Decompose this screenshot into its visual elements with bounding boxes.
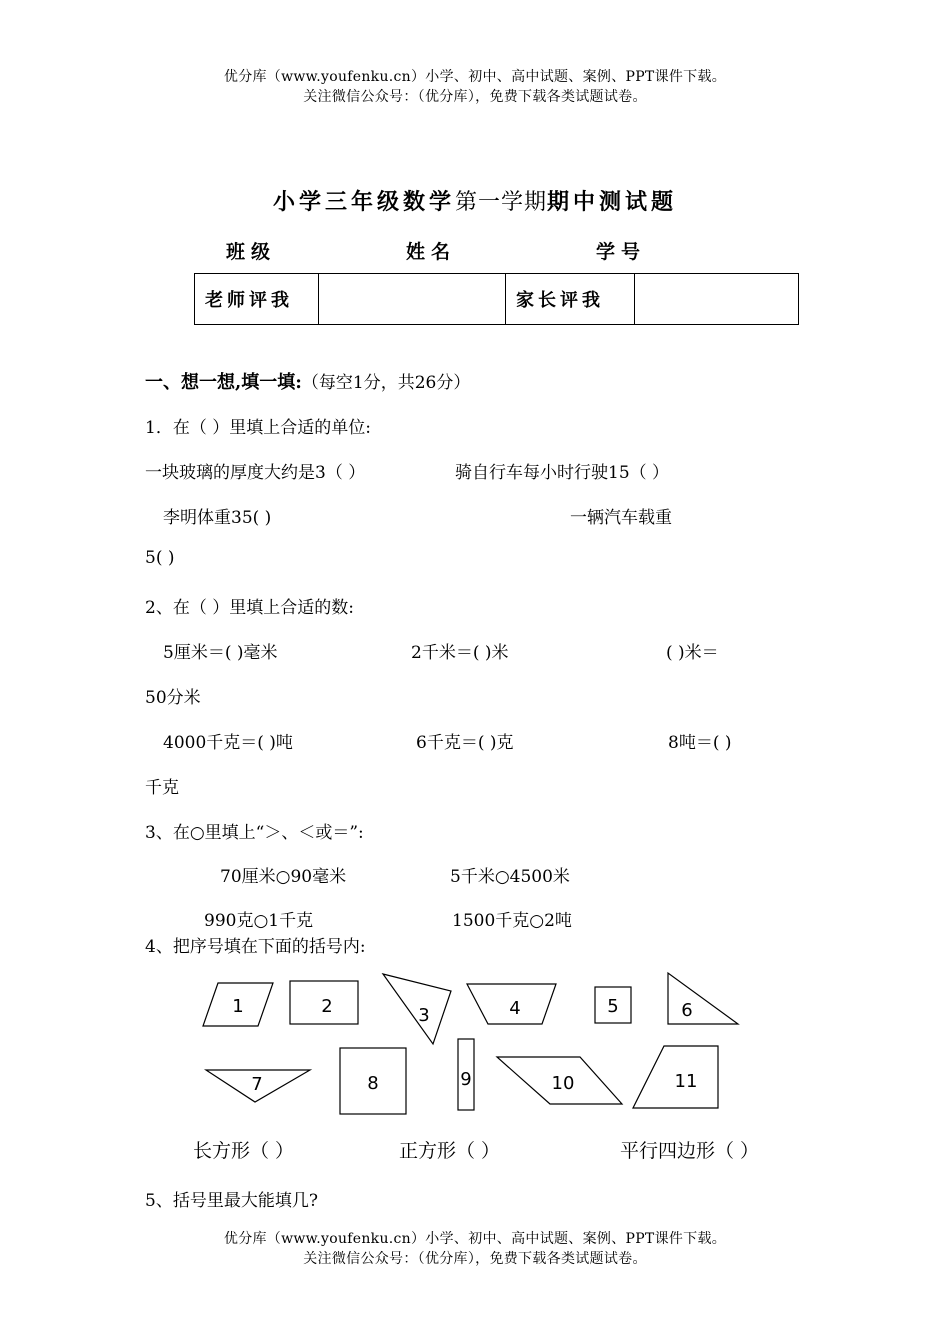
q2-item-e: 4000千克＝( )吨 [163,733,293,753]
q1-prompt: 1．在（ ）里填上合适的单位: [145,418,371,438]
q1-item-d: 一辆汽车载重 [570,508,672,528]
name-label: 姓名 [406,241,457,263]
class-label: 班级 [226,241,277,263]
parent-eval-label: 家长评我 [506,274,635,325]
shape-label-10: 10 [551,1073,575,1094]
q2-item-g: 8吨＝( ) [668,733,732,753]
q5-prompt: 5、括号里最大能填几? [145,1191,318,1211]
q2-item-h: 千克 [145,778,179,798]
q3-item-c: 990克○1千克 [204,911,314,931]
q3-item-d: 1500千克○2吨 [452,911,572,931]
parent-eval-field[interactable] [635,274,799,325]
evaluation-table [194,273,799,325]
q4-square-answer: 正方形（ ） [399,1140,501,1162]
shape-label-11: 11 [674,1071,698,1092]
header-line-1: 优分库（www.youfenku.cn）小学、初中、高中试题、案例、PPT课件下载。 [223,69,727,85]
title-part-1: 小学三年级数学 [272,189,455,215]
teacher-eval-field[interactable] [319,274,506,325]
section-1-heading [145,368,470,394]
q2-item-a: 5厘米＝( )毫米 [163,643,278,663]
shape-label-7: 7 [251,1074,263,1095]
q4-parallelogram-answer: 平行四边形（ ） [620,1140,760,1162]
q2-prompt: 2、在（ ）里填上合适的数: [145,598,354,618]
shape-label-8: 8 [367,1073,379,1094]
section-1-title: 一、想一想,填一填: [145,372,302,393]
q4-rectangle-answer: 长方形（ ） [193,1140,295,1162]
shape-label-6: 6 [681,1000,693,1021]
q2-item-c: ( )米＝ [666,643,719,663]
q2-item-d: 50分米 [145,688,201,708]
shape-label-4: 4 [509,998,521,1019]
shape-3-triangle [383,974,451,1044]
footer-line-1: 优分库（www.youfenku.cn）小学、初中、高中试题、案例、PPT课件下载。 [223,1231,727,1247]
q3-item-a: 70厘米○90毫米 [220,867,347,887]
shapes-figure [0,960,950,1120]
q3-prompt: 3、在○里填上“＞、＜或＝”: [145,823,364,843]
title-part-3: 期中测试题 [547,189,678,215]
q1-item-a: 一块玻璃的厚度大约是3（ ） [145,463,366,483]
q3-item-b: 5千米○4500米 [450,867,570,887]
q2-item-f: 6千克＝( )克 [416,733,514,753]
shape-label-2: 2 [321,996,333,1017]
shape-label-1: 1 [232,996,244,1017]
shape-label-3: 3 [418,1005,430,1026]
q4-prompt: 4、把序号填在下面的括号内: [145,937,366,957]
teacher-eval-label: 老师评我 [195,274,319,325]
title-part-2: 第一学期 [454,190,547,215]
shape-6-triangle [668,973,738,1024]
shape-label-5: 5 [607,996,619,1017]
shape-label-9: 9 [460,1069,472,1090]
q1-item-e: 5( ) [145,548,175,568]
q1-item-b: 骑自行车每小时行驶15（ ） [455,463,670,483]
section-1-note: （每空1分，共26分） [301,373,471,393]
id-label: 学号 [596,241,647,263]
q1-item-c: 李明体重35( ) [163,508,272,528]
q2-item-b: 2千米＝( )米 [411,643,509,663]
header-line-2: 关注微信公众号：（优分库），免费下载各类试题试卷。 [303,89,647,105]
page-title [0,185,950,216]
footer-line-2: 关注微信公众号：（优分库），免费下载各类试题试卷。 [303,1251,647,1267]
